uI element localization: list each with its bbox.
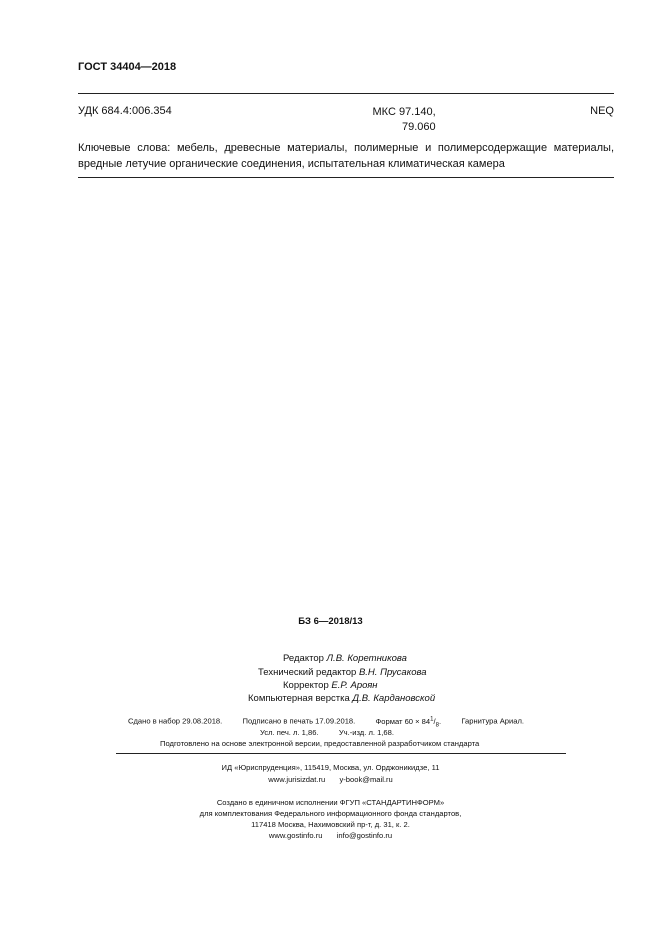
mks-line-1: МКС 97.140, — [372, 106, 436, 118]
credit-layout — [248, 693, 435, 704]
publisher-contacts — [0, 775, 661, 784]
producer-line-1: Создано в единичном исполнении ФГУП «СТАНДАРТИНФОРМ» — [216, 798, 445, 807]
credit-tech-editor — [258, 667, 427, 678]
producer-line-2: для комплектования Федерального информационного фонда стандартов, — [199, 809, 462, 818]
imprint-submitted: Сдано в набор 29.08.2018. — [128, 716, 223, 726]
credit-layout-name: Д.В. Кардановской — [352, 693, 436, 704]
header-rule — [78, 93, 614, 94]
producer-line-3: 117418 Москва, Нахимовский пр-т, д. 31, к. 2. — [251, 820, 410, 829]
publisher-address: ИД «Юриспруденция», 115419, Москва, ул. Орджоникидзе, 11 — [221, 763, 440, 772]
imprint-line-2 — [260, 728, 394, 737]
imprint-font: Гарнитура Ариал. — [461, 716, 525, 726]
imprint-format: Формат $60 \times 84^1/_8$. — [375, 716, 442, 729]
credit-corrector-name: Е.Р. Ароян — [331, 680, 378, 691]
producer-site: www.gostinfo.ru — [268, 831, 323, 840]
udk-code: УДК 684.4:006.354 — [78, 105, 172, 117]
keywords-rule — [78, 177, 614, 178]
mks-line-2: 79.060 — [402, 121, 436, 133]
producer-contacts — [0, 831, 661, 840]
bz-number: БЗ 6—2018/13 — [298, 616, 363, 627]
imprint-print-sheets: Усл. печ. л. 1,86. — [260, 728, 319, 737]
credit-tech-editor-role: Технический редактор — [258, 667, 357, 678]
credit-editor-name: Л.В. Коретникова — [326, 653, 407, 664]
imprint-signed: Подписано в печать 17.09.2018. — [242, 716, 356, 726]
producer-email: info@gostinfo.ru — [336, 831, 393, 840]
credit-corrector-role: Корректор — [283, 680, 329, 691]
imprint-rule — [116, 753, 566, 754]
keywords-text: Ключевые слова: мебель, древесные материалы, полимерные и полимерсодержащие материалы, вредные летучие органические соединения, испытательная климатическая камера — [78, 142, 614, 170]
mks-code — [372, 105, 436, 135]
credit-tech-editor-name: В.Н. Прусакова — [358, 667, 427, 678]
publisher-email: y-book@mail.ru — [339, 775, 393, 784]
imprint-line-1 — [128, 716, 524, 728]
publisher-site: www.jurisizdat.ru — [268, 775, 326, 784]
equivalence-mark: NEQ — [590, 105, 614, 117]
credit-editor-role: Редактор — [283, 653, 324, 664]
standard-number: ГОСТ 34404—2018 — [78, 61, 177, 73]
imprint-prepared: Подготовлено на основе электронной версии, предоставленной разработчиком стандарта — [160, 739, 480, 748]
credit-corrector — [283, 680, 378, 691]
imprint-pub-sheets: Уч.-изд. л. 1,68. — [338, 728, 394, 737]
credit-editor — [283, 653, 407, 664]
credit-layout-role: Компьютерная верстка — [248, 693, 350, 704]
